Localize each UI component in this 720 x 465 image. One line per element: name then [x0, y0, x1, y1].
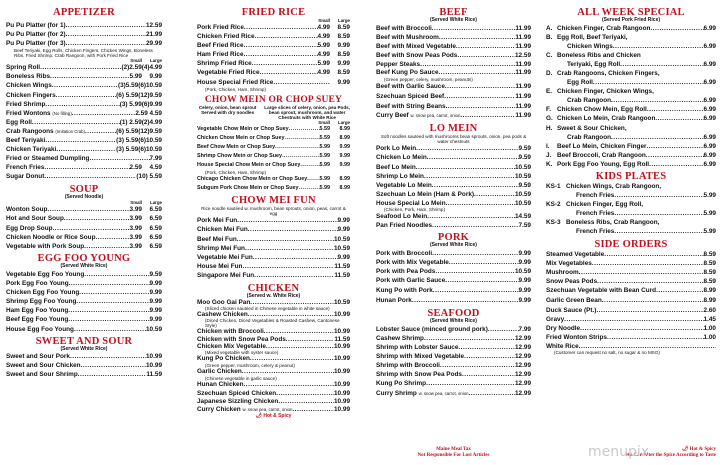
menu-item: Shrimp Mei Fun ..... 10.59 [197, 244, 350, 253]
meal-tax: Maine Meal Tax [436, 447, 471, 452]
menu-item: Mushroom ..... 8.59 [546, 268, 716, 277]
egg-foo-young-title: EGG FOO YOUNG [37, 253, 131, 265]
kids-item: KS-2 Chicken Finger, Egg Roll, [546, 201, 644, 209]
menu-item: Szechuan Lo Mein (Ham & Pork) ..... 10.59 [376, 190, 531, 200]
size-header: Small Large [318, 119, 350, 125]
menu-item: Chicken Fingers ..... (6) 5.59 (12)9.59 [6, 91, 162, 100]
item-note: (Chicken, Pork, Ham, Shrimp) [384, 206, 446, 212]
menu-item: Fried or Steamed Dumpling ..... 7.99 [6, 154, 162, 163]
kids-item: KS-3 Boneless Ribs, Crab Rangoon, [546, 219, 660, 227]
egg-foo-young-subtitle: (Served White Rice) [60, 263, 108, 270]
chow-mein-notes: Celery, onion, bean sprout Served with dry noodles Large slices of celery, onion, pea Pods, bean sprout, mushroom, and water Chestnuts with White Rice [198, 104, 350, 120]
menu-item: Chicken Wings ..... (3)5.59 (6)10.59 [6, 81, 162, 90]
menu-item: Hot and Sour Soup ..... 3.99 6.59 [6, 214, 162, 224]
menu-item: Shrimp Fried Rice ..... 5.99 9.99 [197, 59, 350, 68]
menu-item: Shrimp with Snow Pea Pods ..... 12.99 [376, 370, 531, 379]
item-note: (Green pepper, celery, mushroom, peanuts) [384, 76, 473, 82]
menu-item: Shrimp Chow Mein or Chop Suey ..... 5.99 9.99 [197, 152, 350, 161]
menu-item: Pork with Broccoli ..... 9.99 [376, 249, 531, 258]
menu-item: Ham Egg Foo Young ..... 9.99 [6, 306, 162, 315]
menu-item: Egg Drop Soup ..... 3.99 6.59 [6, 224, 162, 233]
size-header: Small Large [318, 18, 350, 23]
menu-item: Curry Beef w. snow pea, carrot, onion ..... 11.99 [376, 111, 531, 121]
menu-item: Spring Roll ..... (2)2.59 (4)4.99 [6, 63, 162, 72]
menu-item: Beef with Mixed Vegetable ..... 11.99 [376, 42, 531, 51]
menu-item: Moo Goo Gai Pan ..... 10.59 [197, 299, 350, 306]
size-header: Small Large [130, 200, 162, 205]
chicken-subtitle: (Served w. White Rice) [246, 292, 301, 299]
menu-item: Crab Rangoons (Imitation Crab) ..... (6) 5.59 (12)9.59 [6, 127, 162, 136]
menu-item: Beef Kung Po Sauce ..... 11.99 [376, 69, 531, 77]
menu-item: Kung Po with Pork ..... 9.99 [376, 286, 531, 296]
menu-item: Subgum Pork Chow Mein or Chop Suey ..... 5.99 8.99 [197, 184, 350, 193]
special-item: F. Chicken Chow Mein, Egg Roll ..... 6.99 [546, 105, 716, 114]
menu-item: Chicken with Snow Pea Pods ..... 11.59 [197, 336, 350, 344]
column-4 [546, 8, 716, 355]
menu-item: Pu Pu Platter (for 3) ..... 29.99 [6, 39, 162, 48]
menu-item: Pork Mei Fun ..... 9.99 [197, 216, 350, 225]
menu-item: Vegetable Fried Rice ..... 4.99 8.59 [197, 68, 350, 77]
menu-item: Boneless Ribs ..... 5.99 9.99 [6, 72, 162, 81]
menu-item: Curry Chicken w. snow pea, carrot, onion ..... 10.99 [197, 406, 350, 415]
menu-item: Kung Po Shrimp ..... 12.99 [376, 379, 531, 389]
item-note: (Sliced chicken sautéed in Chinese vegetable in white sauce) [205, 306, 330, 312]
menu-item: Sweet and Sour Shrimp ..... 11.59 [6, 370, 162, 379]
item-note: (Customer can request no salt, no sugar & no MSG) [554, 349, 660, 355]
pork-subtitle: (Served White Rice) [430, 242, 477, 249]
menu-item: Hunan Pork ..... 9.99 [376, 296, 531, 306]
seafood-title: SEAFOOD [427, 308, 480, 320]
special-item: I. Beef Lo Mein, Chicken Finger ..... 6.99 [546, 142, 716, 151]
column-2 [197, 8, 350, 419]
menu-item: Curry Shrimp w. snow pea, carrot, onion ..... 12.99 [376, 389, 531, 399]
menu-item: Hunan Chicken ..... 10.99 [197, 381, 350, 390]
menu-item: Shrimp with Lobster Sauce ..... 12.99 [376, 343, 531, 352]
special-item-cont: Chicken Wings ..... 6.99 [546, 42, 716, 51]
menu-item: Pork Egg Foo Young ..... 9.99 [6, 279, 162, 288]
appetizer-title: APPETIZER [53, 7, 115, 18]
special-item: J. Beef Broccoli, Crab Rangoon ..... 6.99 [546, 151, 716, 160]
special-item: C. Boneless Ribs and Chicken [546, 51, 641, 59]
menu-item: House Special Fried Rice ..... 9.99 [197, 78, 350, 87]
menu-item: Snow Peas Pods ..... 8.59 [546, 277, 716, 286]
item-note: (Green pepper, mushroom, celery & peanut) [205, 363, 295, 369]
sweet-and-sour-title: SWEET AND SOUR [35, 335, 133, 347]
item-note: (Pork, Chicken, Ham, Shrimp) [205, 170, 267, 176]
item-note: (Pork, Chicken, Ham, Shrimp) [205, 86, 267, 92]
menu-item: Japanese Sizzling Chicken ..... 10.99 [197, 398, 350, 406]
menu-item: Cashew Shrimp ..... 12.99 [376, 334, 531, 343]
menu-item: Shrimp Lo Mein ..... 10.59 [376, 172, 531, 181]
spice-adjust-note: We Can Alter the Spice According to Taste [625, 453, 716, 458]
menu-item: Cashew Chicken ..... 10.99 [197, 311, 350, 318]
menu-item: Vegetable with Pork Soup ..... 3.99 6.59 [6, 242, 162, 251]
menu-item: Mix Vegetables ..... 8.59 [546, 259, 716, 268]
pork-title: PORK [437, 232, 470, 244]
special-item: B. Egg Roll, Beef Teriyaki, [546, 33, 628, 41]
platter-note: Beef Teriyaki, Egg Rolls, Chicken Fingers, Chicken Wings, Boneless Ribs, Fried Shrimp, Crab Rangoon, with Pork Fried Rice [14, 48, 153, 59]
menu-item: Sweet and Sour Pork ..... 10.99 [6, 352, 162, 361]
menu-item: Szechuan Spiced Chicken ..... 10.99 [197, 390, 350, 399]
menu-item: Garlic Green Bean ..... 8.99 [546, 296, 716, 306]
menu-item: Vegetable Lo Mein ..... 9.59 [376, 181, 531, 190]
menu-item: Sweet and Sour Chicken ..... 10.99 [6, 361, 162, 370]
menu-item: Beef with Garlic Sauce ..... 11.99 [376, 82, 531, 92]
menu-item: French Fries ..... 2.59 4.59 [6, 163, 162, 172]
size-header: Small Large [130, 58, 162, 64]
seafood-subtitle: (Served White Rice) [430, 318, 477, 325]
menu-item: Chicken with Broccoli ..... 10.99 [197, 328, 350, 336]
column-1 [6, 8, 162, 379]
chili-icon: 🌶 [682, 447, 689, 452]
menu-item: House Egg Foo Young ..... 10.59 [6, 325, 162, 334]
menu-item: Shrimp with Mixed Vegetable ..... 12.99 [376, 352, 531, 361]
item-note: (Mixed vegetable with oyster sauce) [205, 350, 279, 356]
menu-item: Shrimp Egg Foo Young ..... 9.99 [6, 297, 162, 306]
menu-item: Beef Chow Mein or Chop Suey ..... 5.99 9.99 [197, 143, 350, 152]
chow-mei-fun-note: Rice noodle sautéed w. mushroom, bean sprouts, onion, peas, carrot & egg [201, 206, 346, 217]
item-note: (Chinese vegetable in garlic sauce) [205, 376, 277, 382]
menu-item: Ham Fried Rice ..... 4.99 8.59 [197, 50, 350, 59]
menu-item: Chicken Fried Rice ..... 4.99 8.59 [197, 32, 350, 41]
menu-item: Pan Fried Noodles ..... 7.59 [376, 221, 531, 230]
menu-item: Fried Wontons (No filling) ..... 2.59 4.59 [6, 109, 162, 118]
chow-mei-fun-title: CHOW MEI FUN [231, 195, 316, 207]
menu-item: Dry Noodle ..... 1.00 [546, 324, 716, 333]
soup-title: SOUP [69, 183, 99, 195]
menu-item: Seafood Lo Mein ..... 14.59 [376, 212, 531, 221]
menu-item: Szechuan Vegetable with Bean Curd ..... 8.99 [546, 286, 716, 296]
menu-item: House Special Chow Mein or Chop Suey ..... 5.99 9.99 [197, 161, 350, 170]
chow-mein-title: CHOW MEIN OR CHOP SUEY [204, 94, 343, 105]
watermark-logo: menupix [588, 444, 650, 460]
hot-spicy-legend: Hot & Spicy [689, 447, 716, 452]
side-orders-title: SIDE ORDERS [594, 238, 668, 250]
menu-item: Beef Lo Mein ..... 10.59 [376, 163, 531, 172]
menu-item: Vegetable Chow Mein or Chop Suey ..... 5.59 8.99 [197, 125, 350, 134]
special-item-cont: Crab Rangoon ..... 6.99 [546, 96, 716, 105]
menu-item: Sugar Donut ..... (10) 5.59 [6, 172, 162, 181]
kids-item-cont: French Fries ..... 5.99 [546, 191, 716, 200]
soup-subtitle: (Served Noodle) [64, 193, 104, 200]
menu-item: White Rice ..... [546, 343, 716, 350]
fried-rice-title: FRIED RICE [241, 7, 306, 18]
menu-item: Duck Sauce (Pt.) ..... 2.60 [546, 306, 716, 315]
kids-item-cont: French Fries ..... 5.99 [546, 227, 716, 236]
special-item: H. Sweet & Sour Chicken, [546, 124, 627, 132]
menu-item: Chicken Mix Vegetable ..... 10.99 [197, 343, 350, 350]
special-item-cont: Crab Rangoon ..... 6.99 [546, 133, 716, 142]
lo-mein-note: Soft noodles sautéed with mushrooms bean sprouts, onion, pea pods & water chestnuts [380, 134, 527, 145]
menu-item: Chicken Lo Mein ..... 9.59 [376, 153, 531, 162]
menu-item: Szechuan Spiced Beef ..... 11.99 [376, 92, 531, 102]
lost-articles: Not Responsible For Lost Articles [417, 453, 490, 458]
menu-item: Chicken Teriyaki ..... (3) 5.59 (6)10.59 [6, 145, 162, 154]
menu-item: Chicago Chicken Chow Mein or Chop Suey ..... 5.99 8.99 [197, 175, 350, 184]
menu-item: Gravy ..... 1.45 [546, 315, 716, 324]
menu-item: Singapore Mei Fun ..... 11.59 [197, 271, 350, 281]
menu-item: Chicken Noodle or Rice Soup ..... 3.99 6.59 [6, 233, 162, 242]
special-item-cont: Egg Roll ..... 6.99 [546, 78, 716, 87]
menu-item: Pork with Pea Pods ..... 10.59 [376, 267, 531, 276]
column-3 [376, 8, 531, 399]
menu-item: Egg Roll ..... (1) 2.59 (2)4.99 [6, 118, 162, 127]
menu-item: Beef with Snow Peas Pods ..... 12.59 [376, 51, 531, 60]
beef-subtitle: (Served White Rice) [430, 17, 477, 23]
menu-item: Vegetable Mei Fun ..... 9.99 [197, 253, 350, 262]
menu-item: Pork Lo Mein ..... 9.59 [376, 144, 531, 153]
menu-item: Chicken Chow Mein or Chop Suey ..... 5.59 8.99 [197, 134, 350, 143]
menu-item: Lobster Sauce (minced ground pork) ..... 7.99 [376, 325, 531, 334]
menu-item: Vegetable Egg Foo Young ..... 9.59 [6, 270, 162, 279]
all-week-special-subtitle: (Served Pork Fried Rice) [601, 17, 661, 23]
special-item: E. Chicken Finger, Chicken Wings, [546, 88, 654, 96]
menu-item: Kung Po Chicken ..... 10.99 [197, 355, 350, 363]
kids-item-cont: French Fries ..... 5.99 [546, 209, 716, 218]
chili-icon: 🌶 [255, 413, 262, 420]
menu-item: Fried Wonton Strips ..... 1.00 [546, 333, 716, 342]
footer-notes [386, 447, 521, 459]
menu-item: Shrimp with Broccoli ..... 12.99 [376, 361, 531, 370]
menu-item: Pork with Garlic Sauce ..... 9.99 [376, 276, 531, 286]
menu-item: House Special Lo Mein ..... 10.59 [376, 200, 531, 207]
menu-item: Chicken Egg Foo Young ..... 9.99 [6, 288, 162, 297]
kids-plates-title: KIDS PLATES [595, 171, 667, 182]
menu-item: Chicken Mei Fun ..... 9.99 [197, 225, 350, 234]
menu-item: House Mei Fun ..... 11.59 [197, 262, 350, 271]
special-item: G. Chicken Lo Mein, Crab Rangoon ..... 6.99 [546, 114, 716, 123]
all-week-special-title: ALL WEEK SPECIAL [577, 7, 685, 18]
menu-item: Beef with Mushroom ..... 11.99 [376, 33, 531, 42]
chicken-title: CHICKEN [247, 282, 300, 294]
menu-item: Beef Egg Foo Young ..... 9.99 [6, 315, 162, 324]
hot-spicy-legend: 🌶 Hot & Spicy [255, 413, 292, 420]
special-item: A. Chicken Finger, Crab Rangoon ..... 6.99 [546, 24, 716, 33]
menu-item: Beef with String Beans ..... 11.99 [376, 102, 531, 111]
menu-item: Beef Teriyaki ..... (3) 5.59 (6)10.59 [6, 136, 162, 145]
item-note: (Diced Chicken, Diced Vegetables & Roasted Cashew, Cantonese Style) [205, 318, 340, 329]
menu-item: Beef Mei Fun ..... 10.59 [197, 235, 350, 244]
menu-item: Garlic Chicken ..... 10.99 [197, 368, 350, 376]
menu-item: Beef with Broccoli ..... 11.99 [376, 24, 531, 33]
menu-item: Pu Pu Platter (for 2) ..... 21.99 [6, 30, 162, 39]
menu-item: Pu Pu Platter (for 1) ..... 12.59 [6, 21, 162, 30]
menu-item: Fried Shrimp ..... (3) 5.99 (6)9.99 [6, 100, 162, 109]
menu-item: Pork Fried Rice ..... 4.99 8.59 [197, 23, 350, 32]
menu-item: Pork with Mix Vegetable ..... 9.99 [376, 258, 531, 267]
kids-item: KS-1 Chicken Wings, Crab Rangoon, [546, 183, 662, 190]
menu-item: Pepper Steaks ..... 11.99 [376, 60, 531, 69]
lo-mein-title: LO MEIN [429, 123, 478, 135]
special-item: D. Crab Rangoons, Chicken Fingers, [546, 69, 660, 77]
beef-title: BEEF [439, 7, 468, 18]
menu-item: Beef Fried Rice ..... 5.99 9.99 [197, 41, 350, 50]
menu-item: Wonton Soup ..... 3.99 6.59 [6, 205, 162, 214]
special-item-cont: Teriyaki, Egg Roll ..... 6.99 [546, 60, 716, 69]
menu-item: Steamed Vegetable ..... 8.59 [546, 250, 716, 259]
special-item: K. Pork Egg Foo Young, Egg Roll ..... 6.99 [546, 160, 716, 169]
sweet-and-sour-subtitle: (Served White Rice) [60, 345, 108, 352]
